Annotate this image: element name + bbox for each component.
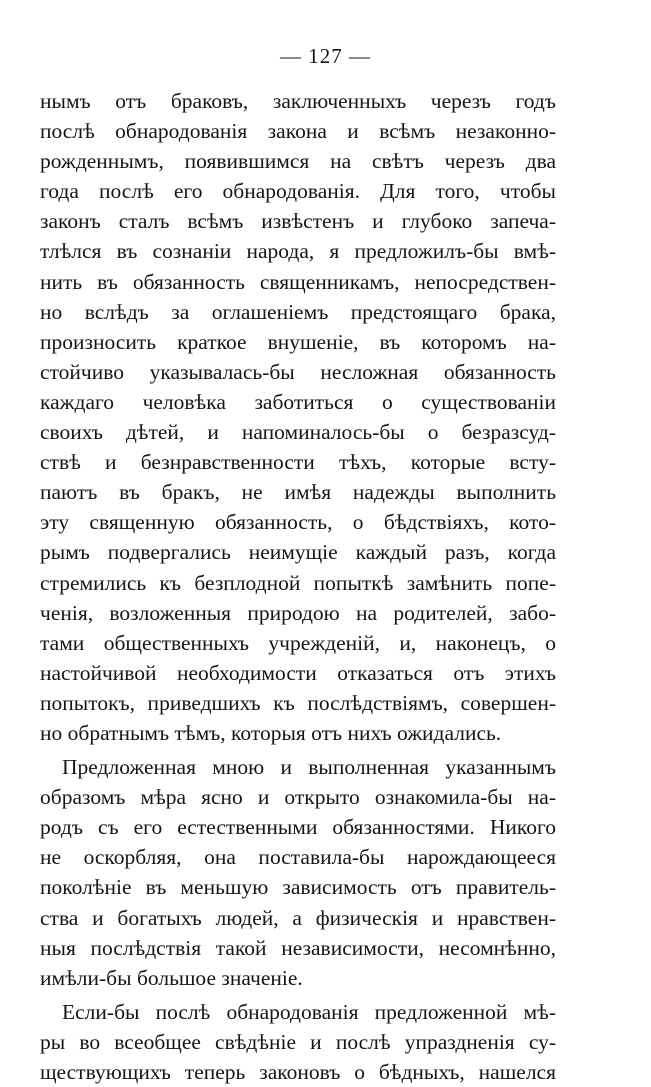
text-line: каждаго человѣка заботиться о существованіи xyxy=(40,389,556,414)
text-line: законъ сталъ всѣмъ извѣстенъ и глубоко запеча- xyxy=(40,209,556,234)
text-line: своихъ дѣтей, и напоминалось-бы о безразсуд- xyxy=(40,420,556,445)
text-line: попытокъ, приведшихъ къ послѣдствіямъ, совершен- xyxy=(40,690,556,715)
text-line: стремились къ безплодной попыткѣ замѣнить попе- xyxy=(40,570,556,595)
text-line: ществующихъ теперь законовъ о бѣдныхъ, нашелся xyxy=(40,1060,556,1084)
text-line: тлѣлся въ сознаніи народа, я предложилъ-бы вмѣ- xyxy=(40,239,556,264)
text-line: не оскорбляя, она поставила-бы нарождающееся xyxy=(40,845,556,870)
text-line: произносить краткое внушеніе, въ которомъ на- xyxy=(40,329,556,354)
paragraph xyxy=(40,86,556,748)
text-line: Предложенная мною и выполненная указаннымъ xyxy=(62,755,556,780)
text-line: ства и богатыхъ людей, а физическія и нравствен- xyxy=(40,905,556,930)
text-line: тами общественныхъ учрежденій, и, наконецъ, о xyxy=(40,630,556,655)
text-line: эту священную обязанность, о бѣдствіяхъ, кото- xyxy=(40,510,556,535)
text-line: ченія, возложенныя природою на родителей, забо- xyxy=(40,600,556,625)
text-line: ныя послѣдствія такой независимости, несомнѣнно, xyxy=(40,935,556,960)
page-body xyxy=(40,86,556,1087)
text-line: нить въ обязанность священникамъ, непосредствен- xyxy=(40,269,556,294)
text-line: нымъ отъ браковъ, заключенныхъ черезъ годъ xyxy=(40,89,556,113)
text-line: образомъ мѣра ясно и открыто ознакомила-бы на- xyxy=(40,785,556,810)
text-line: стойчиво указывалась-бы несложная обязанность xyxy=(40,359,556,384)
text-line: настойчивой необходимости отказаться отъ этихъ xyxy=(40,660,556,685)
text-line: но вслѣдъ за оглашеніемъ предстоящаго брака, xyxy=(40,299,556,324)
paragraph xyxy=(40,752,556,993)
text-line: паютъ въ бракъ, не имѣя надежды выполнить xyxy=(40,480,556,505)
text-line: но обратнымъ тѣмъ, которыя отъ нихъ ожидались. xyxy=(40,720,502,745)
paragraph xyxy=(40,997,556,1087)
page-number: — 127 — xyxy=(280,44,371,68)
text-line: Если-бы послѣ обнародованія предложенной мѣ- xyxy=(62,999,556,1024)
text-line: рожденнымъ, появившимся на свѣтъ черезъ два xyxy=(40,149,556,174)
text-line: года послѣ его обнародованія. Для того, чтобы xyxy=(40,179,556,204)
text-line: послѣ обнародованія закона и всѣмъ незаконно- xyxy=(40,119,556,144)
text-line: рымъ подвергались неимущіе каждый разъ, когда xyxy=(40,540,556,565)
text-line: имѣли-бы большое значеніе. xyxy=(40,965,303,990)
text-line: родъ съ его естественными обязанностями. Никого xyxy=(40,815,556,840)
text-line: ствѣ и безнравственности тѣхъ, которые всту- xyxy=(40,450,556,475)
text-line: поколѣніе въ меньшую зависимость отъ правитель- xyxy=(40,875,556,900)
text-line: ры во всеобщее свѣдѣніе и послѣ упраздненія су- xyxy=(40,1029,556,1054)
